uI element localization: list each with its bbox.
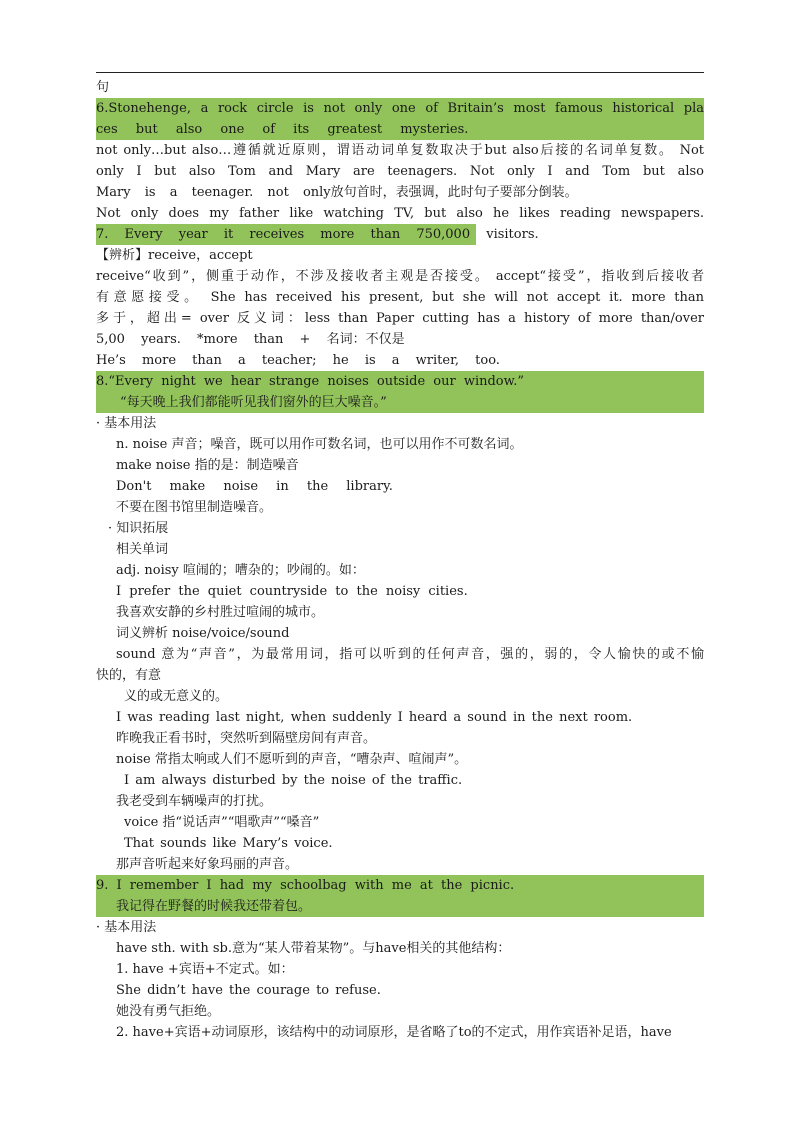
highlighted-sentence: 9. I remember I had my schoolbag with me at the picnic. [96, 875, 704, 896]
section-heading: · 基本用法 [96, 416, 157, 431]
translation-line: 昨晚我正看书时，突然听到隔壁房间有声音。 [116, 731, 377, 746]
example-sentence: I was reading last night, when suddenly I heard a sound in the next room. [116, 710, 633, 725]
text-line: 有意愿接受。 She has received his present, but she will not accept it. more than [96, 290, 704, 305]
example-sentence: I am always disturbed by the noise of the traffic. [124, 773, 463, 788]
highlighted-sentence: “每天晚上我们都能听见我们窗外的巨大噪音。” [96, 392, 704, 413]
text-line: He’s more than a teacher; he is a writer, too. [96, 353, 500, 368]
section-heading: · 基本用法 [96, 920, 157, 935]
text-line: noise 常指太响或人们不愿听到的声音，“嘈杂声、喧闹声”。 [116, 752, 468, 767]
highlighted-sentence: 8.“Every night we hear strange noises outside our window.” [96, 371, 704, 392]
text-line: voice 指“说话声”“唱歌声”“嗓音” [124, 815, 320, 830]
translation-line: 我喜欢安静的乡村胜过喧闹的城市。 [116, 605, 325, 620]
text-line: 2. have+宾语+动词原形，该结构中的动词原形，是省略了to的不定式，用作宾语补足语，have [116, 1025, 672, 1040]
translation-line: 我老受到车辆噪声的打扰。 [116, 794, 273, 809]
example-sentence: I prefer the quiet countryside to the noisy cities. [116, 584, 468, 599]
text-line: 5,00 years. *more than + 名词：不仅是 [96, 332, 405, 347]
text-line: Not only does my father like watching TV, but also he likes reading newspapers. [96, 206, 704, 221]
text-line: adj. noisy 喧闹的；嘈杂的；吵闹的。如： [116, 563, 365, 578]
highlighted-sentence: 我记得在野餐的时候我还带着包。 [96, 896, 704, 917]
text-line: not only…but also…遵循就近原则，谓语动词单复数取决于but also后接的名词单复数。 Not [96, 143, 704, 158]
text-line: Mary is a teenager. not only放句首时，表强调，此时句子要部分倒装。 [96, 185, 578, 200]
text-line: have sth. with sb.意为“某人带着某物”。与have相关的其他结构： [116, 941, 511, 956]
text-line: 相关单词 [116, 542, 169, 557]
section-heading: · 知识拓展 [108, 521, 169, 536]
translation-line: 她没有勇气拒绝。 [116, 1004, 221, 1019]
example-sentence: She didn’t have the courage to refuse. [116, 983, 381, 998]
translation-line: 那声音听起来好象玛丽的声音。 [116, 857, 299, 872]
example-sentence: That sounds like Mary’s voice. [124, 836, 333, 851]
highlighted-sentence: 6.Stonehenge, a rock circle is not only one of Britain’s most famous historical pla [96, 98, 704, 119]
highlighted-sentence: 7. Every year it receives more than 750,000 visitors. [96, 224, 476, 245]
example-sentence: Don't make noise in the library. [116, 479, 393, 494]
text-line: make noise 指的是：制造噪音 [116, 458, 299, 473]
text-line: n. noise 声音；噪音，既可以用作可数名词，也可以用作不可数名词。 [116, 437, 523, 452]
text-line: receive“收到”，侧重于动作，不涉及接收者主观是否接受。 accept“接受”，指收到后接收者 [96, 269, 704, 284]
text-line: 多于，超出= over 反义词：less than Paper cutting has a history of more than/over [96, 311, 704, 326]
document-page [96, 0, 704, 1130]
text-line: sound 意为“声音”，为最常用词，指可以听到的任何声音，强的，弱的，令人愉快的或不愉 [116, 647, 704, 662]
text-line: 义的或无意义的。 [124, 689, 229, 704]
translation-line: 不要在图书馆里制造噪音。 [116, 500, 273, 515]
text-line: 快的，有意 [96, 668, 162, 683]
text-line: 词义辨析 noise/voice/sound [116, 626, 290, 641]
highlighted-sentence: ces but also one of its greatest mysteries. [96, 119, 704, 140]
text-line: 句 [96, 80, 110, 95]
text-line: 1. have +宾语+不定式。如： [116, 962, 294, 977]
header-rule [96, 72, 704, 73]
text-line: 【辨析】receive，accept [96, 248, 253, 263]
text-line: only I but also Tom and Mary are teenagers. Not only I and Tom but also [96, 164, 704, 179]
